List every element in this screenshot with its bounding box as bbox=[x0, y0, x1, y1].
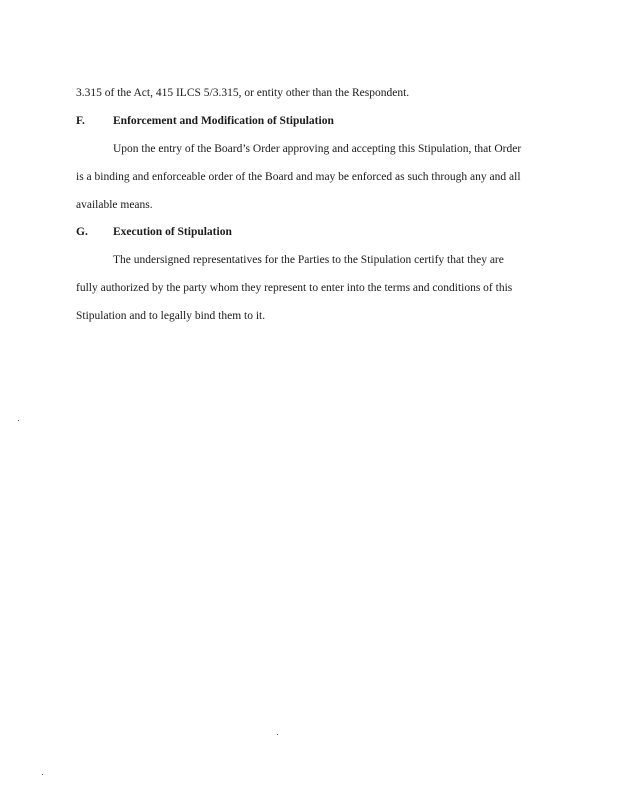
section-f-line-3: available means. bbox=[76, 199, 153, 211]
section-f-heading bbox=[76, 114, 334, 128]
section-g-heading bbox=[76, 225, 232, 239]
section-f-letter: F. bbox=[76, 115, 85, 127]
scan-speck bbox=[42, 774, 43, 775]
section-f-title: Enforcement and Modification of Stipulation bbox=[113, 115, 334, 127]
section-f-line-2: is a binding and enforceable order of the Board and may be enforced as such through any and all bbox=[76, 171, 521, 183]
section-g-line-2: fully authorized by the party whom they represent to enter into the terms and conditions of this bbox=[76, 282, 513, 294]
opening-line: 3.315 of the Act, 415 ILCS 5/3.315, or entity other than the Respondent. bbox=[76, 87, 410, 99]
scan-speck bbox=[277, 734, 278, 735]
section-g-line-1: The undersigned representatives for the Parties to the Stipulation certify that they are bbox=[113, 254, 504, 266]
section-g-letter: G. bbox=[76, 226, 88, 238]
section-f-line-1: Upon the entry of the Board’s Order approving and accepting this Stipulation, that Order bbox=[113, 143, 522, 155]
scan-speck bbox=[18, 420, 19, 421]
section-g-line-3: Stipulation and to legally bind them to it. bbox=[76, 310, 266, 322]
section-g-title: Execution of Stipulation bbox=[113, 226, 232, 238]
